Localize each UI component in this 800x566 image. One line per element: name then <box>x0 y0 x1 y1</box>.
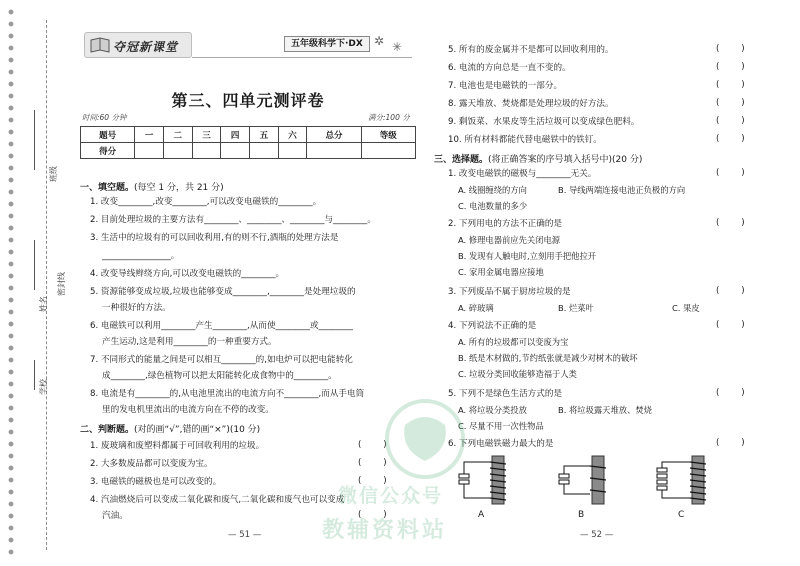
score-header-cell: 一 <box>135 127 164 143</box>
fill-question-7-cont: 成________,绿色植物可以把太阳能转化成食物中的________。 <box>102 371 337 381</box>
fill-question-6: 6. 电磁铁可以利用________产生________,从而使________或________ <box>90 321 353 331</box>
fill-question-5-cont: 一种很好的方法。 <box>102 303 171 313</box>
electromagnet-c <box>657 456 706 504</box>
figure-label-b: B <box>578 510 585 520</box>
seal-label: 密封线 <box>57 272 66 296</box>
watermark-line1: 微信公众号 <box>338 485 444 507</box>
fill-question-5: 5. 资源能够变成垃圾,垃圾也能够变成________,________是处理垃圾的 <box>90 287 356 297</box>
score-header-cell: 六 <box>278 127 307 143</box>
book-icon <box>89 36 111 54</box>
exam-full-score: 满分:100 分 <box>368 113 410 122</box>
choice-option: B. 将垃圾露天堆放、焚烧 <box>558 405 652 415</box>
choice-question-5: 5. 下列不是绿色生活方式的是 <box>448 389 563 399</box>
choice-option: C. 果皮 <box>672 303 700 313</box>
banner-rule <box>192 57 412 58</box>
page-number-right: — 52 — <box>580 530 614 540</box>
name-label: 姓名 <box>39 296 48 312</box>
answer-paren[interactable]: ( ) <box>716 98 745 108</box>
name-underline <box>34 240 35 290</box>
score-row-label: 得分 <box>81 143 135 159</box>
choice-option: B. 纸是木材做的,节约纸张就是减少对树木的破坏 <box>458 353 638 363</box>
section-title: 二、判断题。 <box>80 425 135 435</box>
section-note: (对的画“√”,错的画“×”)(10 分) <box>134 425 261 435</box>
sparkle-icon: ✲ <box>374 34 385 48</box>
figure-label-c: C <box>678 510 685 520</box>
choice-question-2: 2. 下列用电的方法不正确的是 <box>448 219 563 229</box>
left-column <box>80 0 416 566</box>
judge-question-6: 6. 电流的方向总是一直不变的。 <box>448 63 571 73</box>
section-title: 三、选择题。 <box>434 155 489 165</box>
sparkle-icon: ✳ <box>392 40 403 54</box>
electromagnet-a <box>459 456 506 504</box>
score-header-cell: 三 <box>192 127 221 143</box>
electromagnet-figures <box>456 452 736 522</box>
choice-option: A. 修理电器前应先关闭电源 <box>458 235 561 245</box>
choice-option: A. 将垃圾分类投放 <box>458 405 527 415</box>
school-underline <box>34 360 35 390</box>
judge-question-2: 2. 大多数废品都可以变废为宝。 <box>90 459 213 469</box>
fill-question-6-cont: 产生运动,这是利用________的一种重要方式。 <box>102 337 277 347</box>
section-note: (每空 1 分，共 21 分) <box>134 183 224 193</box>
watermark-line2: 教辅资料站 <box>322 518 448 543</box>
judge-question-10: 10. 所有材料都能代替电磁铁中的铁钉。 <box>448 135 602 145</box>
choice-option: B. 烂菜叶 <box>558 303 594 313</box>
answer-paren[interactable]: ( ) <box>358 458 387 468</box>
section-choice-title <box>434 152 642 165</box>
judge-question-8: 8. 露天堆放、焚烧都是处理垃圾的好方法。 <box>448 99 614 109</box>
choice-option: B. 导线两端连接电池正负极的方向 <box>558 185 686 195</box>
score-cell[interactable] <box>278 143 307 159</box>
judge-question-9: 9. 剩饭菜、水果皮等生活垃圾可以变成绿色肥料。 <box>448 117 640 127</box>
judge-question-4: 4. 汽油燃烧后可以变成二氧化碳和废气,二氧化碳和废气也可以变成 <box>90 495 345 505</box>
score-cell[interactable] <box>192 143 221 159</box>
logo-box <box>84 32 192 58</box>
choice-option: A. 碎玻璃 <box>458 303 494 313</box>
section-title: 一、填空题。 <box>80 183 135 193</box>
choice-question-1: 1. 改变电磁铁的磁极与________无关。 <box>448 169 597 179</box>
answer-paren[interactable]: ( ) <box>716 286 745 296</box>
fill-question-3-cont: ________________。 <box>102 251 180 261</box>
score-table-header-row <box>81 127 416 143</box>
binding-margin <box>0 0 68 566</box>
electromagnet-b <box>559 456 606 504</box>
score-table <box>80 126 416 159</box>
score-header-cell: 四 <box>221 127 250 143</box>
choice-question-3: 3. 下列废品不属于厨房垃圾的是 <box>448 287 571 297</box>
section-fill-blank-title <box>80 180 224 193</box>
score-table-row <box>81 143 416 159</box>
fill-question-8: 8. 电流是有________的,从电池里流出的电流方向不________,而从手电筒 <box>90 389 365 399</box>
answer-paren[interactable]: ( ) <box>716 438 745 448</box>
answer-paren[interactable]: ( ) <box>358 510 387 520</box>
fill-question-2: 2. 目前处理垃圾的主要方法有________、________、________与________。 <box>90 215 376 225</box>
answer-paren[interactable]: ( ) <box>716 44 745 54</box>
score-header-cell: 五 <box>249 127 278 143</box>
header-banner <box>84 24 412 70</box>
fill-question-3: 3. 生活中的垃圾有的可以回收利用,有的则不行,酒瓶的处理方法是 <box>90 233 339 243</box>
electromagnet-diagram <box>456 452 736 510</box>
page-number-left: — 51 — <box>228 530 262 540</box>
choice-option: A. 所有的垃圾都可以变废为宝 <box>458 337 569 347</box>
choice-option: C. 尽量不用一次性物品 <box>458 421 544 431</box>
choice-question-6: 6. 下列电磁铁磁力最大的是 <box>448 439 554 449</box>
fill-question-4: 4. 改变导线辫绕方向,可以改变电磁铁的________。 <box>90 269 285 279</box>
answer-paren[interactable]: ( ) <box>716 134 745 144</box>
fill-question-7: 7. 不同形式的能量之间是可以相互________的,如电炉可以把电能转化 <box>90 355 353 365</box>
class-underline <box>34 110 35 170</box>
answer-paren[interactable]: ( ) <box>358 476 387 486</box>
grade-tag: 五年级科学下·DX <box>284 36 370 52</box>
answer-paren[interactable]: ( ) <box>716 168 745 178</box>
choice-question-4: 4. 下列说法不正确的是 <box>448 321 537 331</box>
answer-paren[interactable]: ( ) <box>716 62 745 72</box>
choice-option: C. 家用金属电器应接地 <box>458 267 544 277</box>
judge-question-7: 7. 电池也是电磁铁的一部分。 <box>448 81 563 91</box>
score-cell[interactable] <box>249 143 278 159</box>
score-cell[interactable] <box>163 143 192 159</box>
exam-title: 第三、四单元测评卷 <box>171 91 325 110</box>
score-cell[interactable] <box>361 143 415 159</box>
fill-question-1: 1. 改变________,改变________,可以改变电磁铁的________。 <box>90 197 322 207</box>
score-header-cell: 等级 <box>361 127 415 143</box>
judge-question-4-cont: 汽油。 <box>102 511 128 521</box>
answer-paren[interactable]: ( ) <box>358 440 387 450</box>
answer-paren[interactable]: ( ) <box>716 218 745 228</box>
score-cell[interactable] <box>307 143 361 159</box>
score-header-cell: 总分 <box>307 127 361 143</box>
class-label: 班级 <box>49 166 58 182</box>
choice-option: B. 发现有人触电时,立刻用手把他拉开 <box>458 251 597 261</box>
choice-option: C. 垃圾分类回收能够造福于人类 <box>458 369 577 379</box>
judge-question-1: 1. 废玻璃和废塑料都属于可回收利用的垃圾。 <box>90 441 265 451</box>
seal-cut-line <box>46 20 47 550</box>
school-label: 学校 <box>39 379 48 395</box>
answer-paren[interactable]: ( ) <box>716 388 745 398</box>
score-cell[interactable] <box>135 143 164 159</box>
score-header-cell: 题号 <box>81 127 135 143</box>
score-cell[interactable] <box>221 143 250 159</box>
exam-time: 时间:60 分钟 <box>82 113 127 122</box>
answer-paren[interactable]: ( ) <box>716 116 745 126</box>
score-header-cell: 二 <box>163 127 192 143</box>
judge-question-3: 3. 电磁铁的磁极也是可以改变的。 <box>90 477 222 487</box>
choice-option: A. 线圈缠绕的方向 <box>458 185 527 195</box>
judge-question-5: 5. 所有的废金属并不是都可以回收利用的。 <box>448 45 614 55</box>
section-true-false-title <box>80 422 260 435</box>
punch-holes <box>6 6 16 560</box>
fill-question-8-cont: 里的发电机里流出的电流方向在不停的改变。 <box>102 405 274 415</box>
figure-label-a: A <box>478 510 485 520</box>
logo-text: 夺冠新课堂 <box>113 40 179 54</box>
choice-option: C. 电池数量的多少 <box>458 201 528 211</box>
section-note: (将正确答案的序号填入括号中)(20 分) <box>488 155 643 165</box>
answer-paren[interactable]: ( ) <box>716 80 745 90</box>
answer-paren[interactable]: ( ) <box>716 320 745 330</box>
